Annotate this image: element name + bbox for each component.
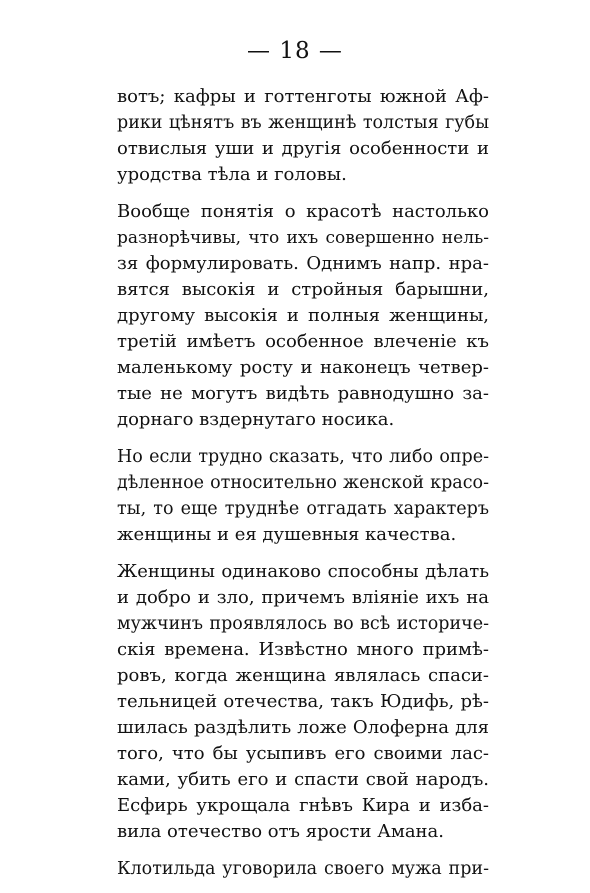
text-line: отвислыя уши и другія особенности и [117, 138, 489, 159]
paragraph [117, 84, 489, 188]
text-line: Но если трудно сказать, что либо опре- [117, 447, 489, 467]
text-line: женщины и ея душевныя качества. [117, 524, 457, 545]
text-line: скія времена. Извѣстно много примѣ- [117, 639, 489, 660]
text-line: дѣленное относительно женской красо- [117, 473, 489, 493]
paragraph [117, 444, 489, 548]
text-line: Клотильда уговорила своего мужа при- [117, 859, 489, 879]
paragraph [117, 559, 489, 845]
text-line: дорнаго вздернутаго носика. [117, 409, 395, 430]
paragraph [117, 856, 489, 882]
body-text [117, 84, 489, 893]
text-line: и добро и зло, причемъ вліяніе ихъ на [117, 587, 489, 608]
text-line: ками, убить его и спасти свой народъ. [117, 769, 489, 790]
text-line: шилась раздѣлить ложе Олоферна для [117, 717, 489, 738]
text-line: третій имѣетъ особенное влеченіе къ [117, 331, 489, 352]
text-line: зя формулировать. Однимъ напр. нра- [117, 253, 489, 274]
text-line: разнорѣчивы, что ихъ совершенно нель- [117, 228, 489, 248]
text-line: ты, то еще труднѣе отгадать характеръ [117, 499, 489, 519]
text-line: маленькому росту и наконецъ четвер- [117, 357, 489, 378]
text-line: мужчинъ проявлялось во всѣ историче- [117, 614, 489, 634]
text-line: Женщины одинаково способны дѣлать [117, 561, 489, 582]
text-line: вотъ; кафры и готтенготы южной Аф- [117, 86, 489, 107]
text-line: ровъ, когда женщина являлась спаси- [117, 665, 489, 686]
text-line: Есфирь укрощала гнѣвъ Кира и избa- [117, 795, 489, 816]
page-number: — 18 — [247, 38, 343, 64]
text-line: тельницей отечества, такъ Юдифь, рѣ- [117, 691, 489, 712]
text-line: вила отечество отъ ярости Аманa. [117, 821, 445, 842]
text-line: уродства тѣла и головы. [117, 164, 347, 185]
text-line: тые не могутъ видѣть равнодушно за- [117, 383, 489, 404]
text-line: вятся высокія и стройныя барышни, [117, 279, 489, 300]
text-line: того, что бы усыпивъ его своими лас- [117, 743, 489, 764]
paragraph [117, 199, 489, 433]
text-line: другому высокія и полныя женщины, [117, 305, 489, 326]
text-line: рики цѣнятъ въ женщинѣ толстыя губы [117, 113, 489, 133]
text-line: Вообще понятія о красотѣ настолько [117, 201, 489, 222]
